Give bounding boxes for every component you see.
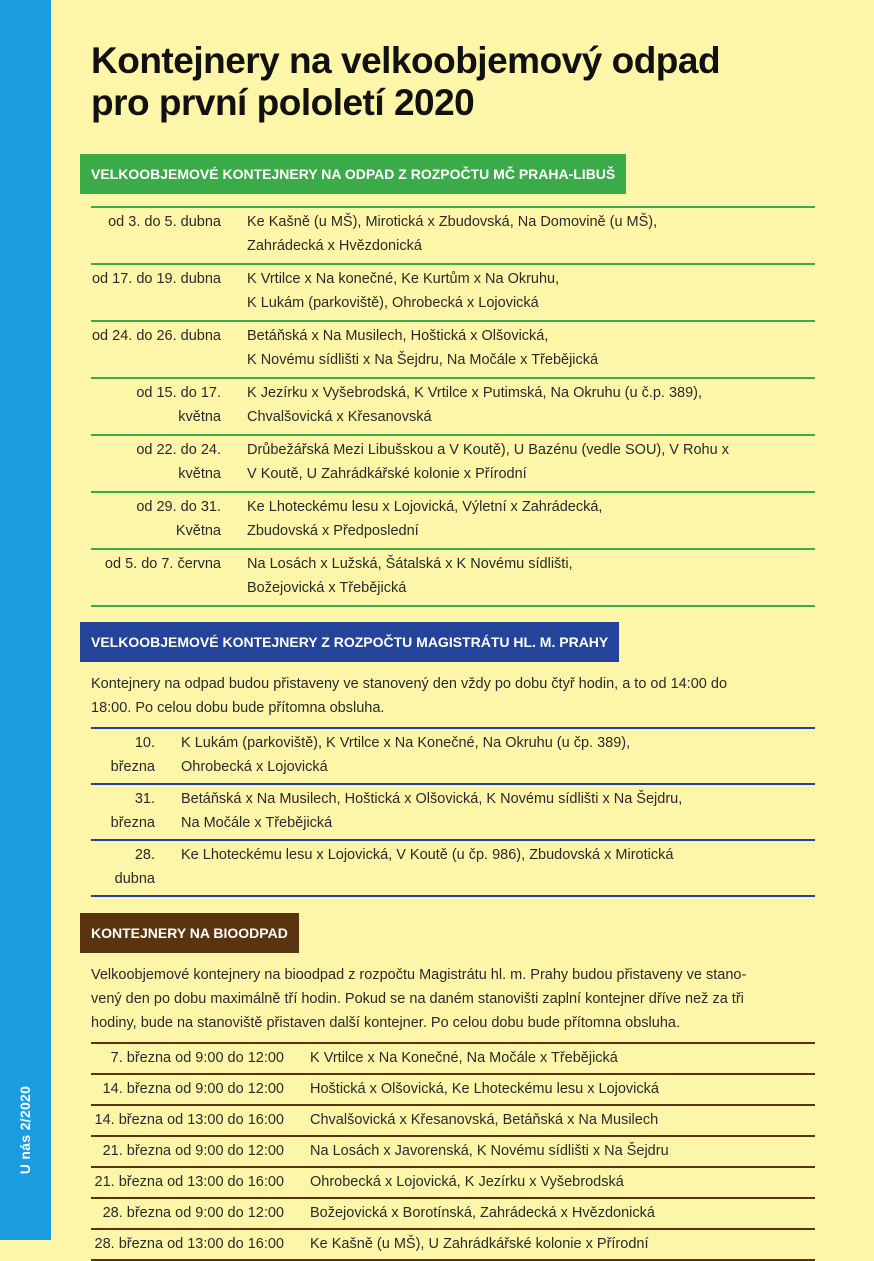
- table-row: [91, 549, 815, 606]
- locations-line-2: K Novému sídlišti x Na Šejdru, Na Močále x Třebějická: [247, 352, 599, 368]
- table-row: [91, 1229, 815, 1260]
- table-row: [91, 1105, 815, 1136]
- biowaste-desc-line-3: hodiny, bude na stanoviště přistaven další kontejner. Po celou dobu bude přítomna obsluha.: [91, 1015, 680, 1031]
- row-date: od 5. do 7. června: [104, 556, 221, 572]
- row-date-time: 28. března od 13:00 do 16:00: [94, 1236, 284, 1252]
- row-date: od 24. do 26. dubna: [91, 328, 221, 344]
- row-date-time: 28. března od 9:00 do 12:00: [102, 1205, 284, 1221]
- row-date: 31. března: [110, 791, 155, 831]
- locations-line-1: K Jezírku x Vyšebrodská, K Vrtilce x Putimská, Na Okruhu (u č.p. 389),: [247, 385, 703, 401]
- table-row: [91, 1074, 815, 1105]
- row-locations: [247, 264, 815, 321]
- magistrate-desc-line-1: Kontejnery na odpad budou přistaveny ve stanovený den vždy po dobu čtyř hodin, a to od 14:00 do: [91, 676, 728, 692]
- locations-line-2: Chvalšovická x Křesanovská: [247, 409, 432, 425]
- table-row: [91, 492, 815, 549]
- locations-line-1: Na Losách x Lužská, Šátalská x K Novému sídlišti,: [247, 556, 573, 572]
- locations-line-2: Zahrádecká x Hvězdonická: [247, 238, 422, 254]
- magistrate-schedule-table: [91, 727, 815, 897]
- row-date: od 29. do 31. Května: [136, 499, 221, 539]
- locations-line-2: Božejovická x Třebějická: [247, 580, 407, 596]
- biowaste-schedule-table: [91, 1042, 815, 1261]
- row-locations: [247, 378, 815, 435]
- locations-line-1: Ke Kašně (u MŠ), Mirotická x Zbudovská, Na Domovině (u MŠ),: [247, 214, 658, 230]
- row-locations: [247, 321, 815, 378]
- row-date: od 3. do 5. dubna: [108, 214, 221, 230]
- row-date: 28. dubna: [114, 847, 155, 887]
- title-line-2: pro první pololetí 2020: [91, 82, 475, 123]
- row-locations: [247, 207, 815, 264]
- locations-line-2: Ohrobecká x Lojovická: [181, 759, 328, 775]
- page-content: [91, 40, 815, 1261]
- locations-line-1: Ke Lhoteckému lesu x Lojovická, V Koutě (u čp. 986), Zbudovská x Mirotická: [181, 847, 674, 863]
- row-locations: [181, 784, 815, 840]
- row-locations: [247, 492, 815, 549]
- table-row: [91, 321, 815, 378]
- row-date-time: 14. března od 13:00 do 16:00: [94, 1112, 284, 1128]
- section-heading-municipal: VELKOOBJEMOVÉ KONTEJNERY NA ODPAD Z ROZPOČTU MČ PRAHA-LIBUŠ: [80, 154, 626, 194]
- row-locations: Chvalšovická x Křesanovská, Betáňská x Na Musilech: [310, 1112, 659, 1128]
- section-heading-magistrate: VELKOOBJEMOVÉ KONTEJNERY Z ROZPOČTU MAGISTRÁTU HL. M. PRAHY: [80, 622, 619, 662]
- table-row: [91, 435, 815, 492]
- biowaste-desc-line-1: Velkoobjemové kontejnery na bioodpad z rozpočtu Magistrátu hl. m. Prahy budou přistaveny ve stano-: [91, 967, 747, 983]
- locations-line-1: Betáňská x Na Musilech, Hoštická x Olšovická, K Novému sídlišti x Na Šejdru,: [181, 791, 683, 807]
- section-heading-biowaste: KONTEJNERY NA BIOODPAD: [80, 913, 299, 953]
- biowaste-description: [91, 963, 815, 1035]
- table-row: [91, 264, 815, 321]
- locations-line-2: V Koutě, U Zahrádkářské kolonie x Přírodní: [247, 466, 527, 482]
- locations-line-1: Drůbežářská Mezi Libušskou a V Koutě), U Bazénu (vedle SOU), V Rohu x: [247, 442, 729, 458]
- biowaste-desc-line-2: vený den po dobu maximálně tří hodin. Pokud se na daném stanovišti zaplní kontejner dříve než za tři: [91, 991, 744, 1007]
- row-locations: Božejovická x Borotínská, Zahrádecká x Hvězdonická: [310, 1205, 655, 1221]
- title-line-1: Kontejnery na velkoobjemový odpad: [91, 40, 721, 81]
- row-locations: [181, 728, 815, 784]
- row-date-time: 7. března od 9:00 do 12:00: [110, 1050, 284, 1066]
- row-locations: K Vrtilce x Na Konečné, Na Močále x Třebějická: [310, 1050, 618, 1066]
- row-locations: Hoštická x Olšovická, Ke Lhoteckému lesu x Lojovická: [310, 1081, 659, 1097]
- table-row: [91, 1136, 815, 1167]
- row-date: od 22. do 24. května: [136, 442, 221, 482]
- table-row: [91, 1043, 815, 1074]
- row-locations: [181, 840, 815, 896]
- row-locations: [247, 549, 815, 606]
- table-row: [91, 784, 815, 840]
- row-date-time: 14. března od 9:00 do 12:00: [102, 1081, 284, 1097]
- locations-line-1: Ke Lhoteckému lesu x Lojovická, Výletní x Zahrádecká,: [247, 499, 603, 515]
- row-date: od 15. do 17. května: [136, 385, 221, 425]
- side-bar: [0, 0, 51, 1240]
- row-date-time: 21. března od 13:00 do 16:00: [94, 1174, 284, 1190]
- locations-line-1: K Lukám (parkoviště), K Vrtilce x Na Konečné, Na Okruhu (u čp. 389),: [181, 735, 631, 751]
- row-date: 10. března: [110, 735, 155, 775]
- table-row: [91, 1198, 815, 1229]
- locations-line-2: K Lukám (parkoviště), Ohrobecká x Lojovická: [247, 295, 539, 311]
- issue-label: U nás 2/2020: [17, 1085, 33, 1175]
- page-title: [91, 40, 815, 124]
- locations-line-2: Zbudovská x Předposlední: [247, 523, 419, 539]
- locations-line-1: Betáňská x Na Musilech, Hoštická x Olšovická,: [247, 328, 549, 344]
- table-row: [91, 728, 815, 784]
- table-row: [91, 1167, 815, 1198]
- table-row: [91, 840, 815, 896]
- municipal-schedule-table: [91, 206, 815, 607]
- row-locations: Ohrobecká x Lojovická, K Jezírku x Vyšebrodská: [310, 1174, 624, 1190]
- row-date-time: 21. března od 9:00 do 12:00: [102, 1143, 284, 1159]
- row-date: od 17. do 19. dubna: [91, 271, 221, 287]
- magistrate-desc-line-2: 18:00. Po celou dobu bude přítomna obsluha.: [91, 700, 385, 716]
- locations-line-2: Na Močále x Třebějická: [181, 815, 333, 831]
- row-locations: [247, 435, 815, 492]
- row-locations: Na Losách x Javorenská, K Novému sídlišti x Na Šejdru: [310, 1143, 669, 1159]
- table-row: [91, 378, 815, 435]
- locations-line-1: K Vrtilce x Na konečné, Ke Kurtům x Na Okruhu,: [247, 271, 560, 287]
- magistrate-description: [91, 672, 815, 720]
- row-locations: Ke Kašně (u MŠ), U Zahrádkářské kolonie x Přírodní: [310, 1236, 649, 1252]
- table-row: [91, 207, 815, 264]
